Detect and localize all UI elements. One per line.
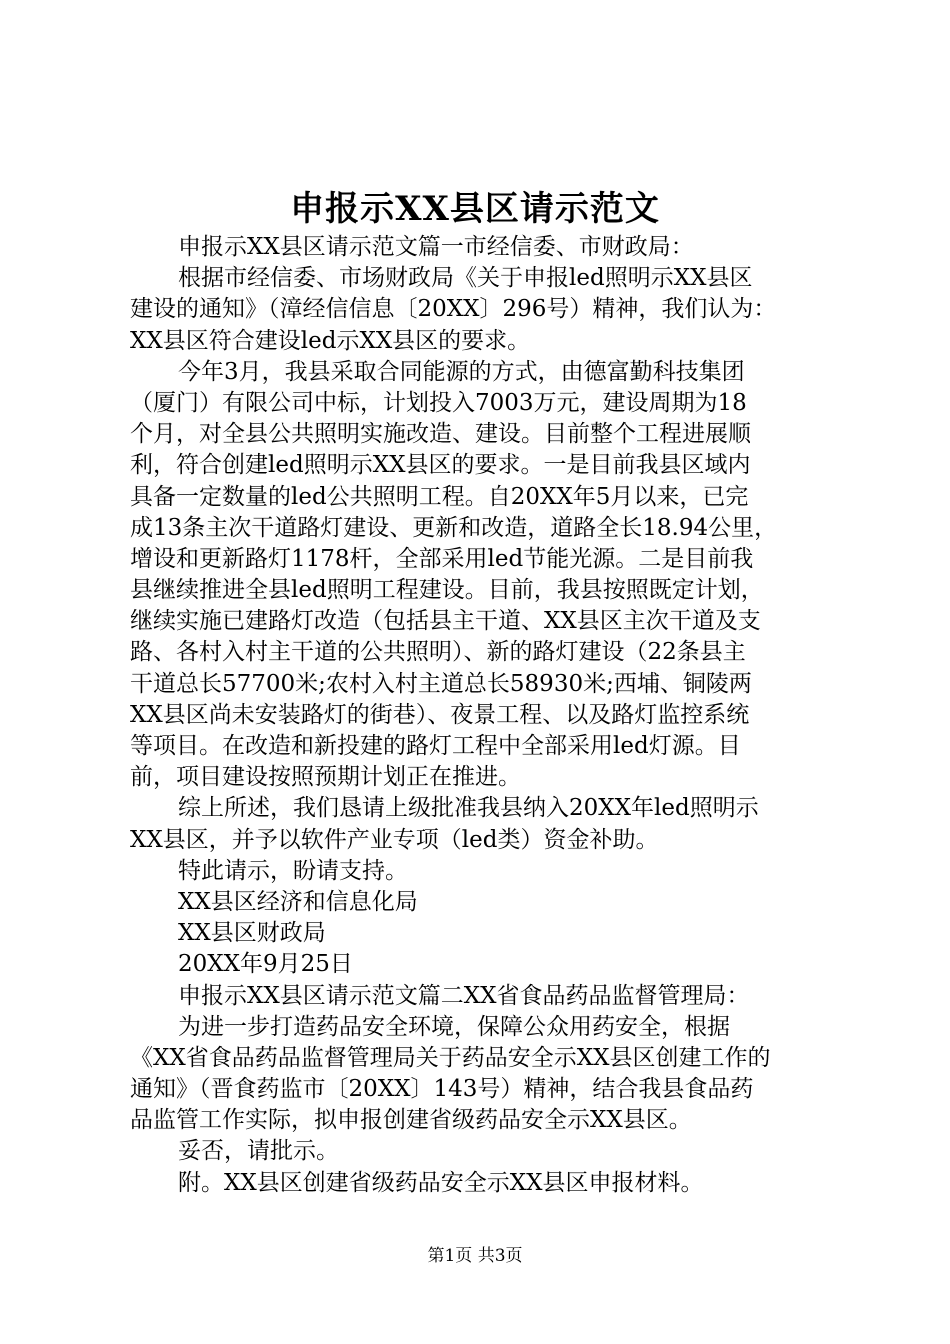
body-line: 妥否，请批示。 — [178, 1138, 339, 1165]
signature-org-line: XX县区财政局 — [178, 920, 326, 947]
body-line: 为进一步打造药品安全环境，保障公众用药安全，根据 — [178, 1013, 730, 1040]
body-line: 建设的通知》（漳经信信息〔20XX〕296号）精神，我们认为： — [130, 296, 777, 323]
body-line: 具备一定数量的led公共照明工程。自20XX年5月以来，已完 — [130, 483, 749, 510]
body-line: 县继续推进全县led照明工程建设。目前，我县按照既定计划， — [130, 577, 764, 604]
body-line: XX县区尚未安装路灯的街巷）、夜景工程、以及路灯监控系统 — [130, 701, 750, 728]
body-line: 特此请示，盼请支持。 — [178, 857, 408, 884]
body-line: 附。XX县区创建省级药品安全示XX县区申报材料。 — [178, 1169, 704, 1196]
body-line: 等项目。在改造和新投建的路灯工程中全部采用led灯源。目 — [130, 733, 741, 759]
document-body — [130, 232, 830, 1199]
body-line: XX县区符合建设led示XX县区的要求。 — [130, 327, 531, 354]
body-line: XX县区，并予以软件产业专项（led类）资金补助。 — [130, 826, 659, 853]
body-line: 品监管工作实际，拟申报创建省级药品安全示XX县区。 — [130, 1107, 692, 1134]
document-title: 申报示XX县区请示范文 — [290, 189, 660, 229]
body-line: 今年3月，我县采取合同能源的方式，由德富勤科技集团 — [178, 358, 745, 385]
body-line: 继续实施已建路灯改造（包括县主干道、XX县区主次干道及支 — [130, 608, 761, 635]
body-line: 综上所述，我们恳请上级批准我县纳入20XX年led照明示 — [178, 795, 759, 822]
body-line: 通知》（晋食药监市〔20XX〕143号）精神，结合我县食品药 — [130, 1076, 754, 1103]
body-line: 前，项目建设按照预期计划正在推进。 — [130, 764, 521, 791]
signature-date-line: 20XX年9月25日 — [178, 951, 353, 978]
body-line: 《XX省食品药品监督管理局关于药品安全示XX县区创建工作的 — [130, 1044, 771, 1071]
body-line: 根据市经信委、市场财政局《关于申报led照明示XX县区 — [178, 265, 753, 292]
body-line: 成13条主次干道路灯建设、更新和改造，道路全长18.94公里， — [130, 514, 778, 541]
body-line: 增设和更新路灯1178杆，全部采用led节能光源。二是目前我 — [130, 545, 754, 572]
body-line: 申报示XX县区请示范文篇二XX省食品药品监督管理局： — [178, 982, 750, 1009]
body-line: （厦门）有限公司中标，计划投入7003万元，建设周期为18 — [130, 389, 747, 416]
body-line: 干道总长57700米;农村入村主道总长58930米;西埔、铜陵两 — [130, 670, 752, 697]
body-line: 利，符合创建led照明示XX县区的要求。一是目前我县区域内 — [130, 452, 751, 479]
body-line: 个月，对全县公共照明实施改造、建设。目前整个工程进展顺 — [130, 421, 751, 448]
signature-org-line: XX县区经济和信息化局 — [178, 888, 418, 915]
page-footer: 第1页 共3页 — [427, 1246, 523, 1266]
body-line: 申报示XX县区请示范文篇一市经信委、市财政局： — [178, 234, 694, 260]
body-line: 路、各村入村主干道的公共照明）、新的路灯建设（22条县主 — [130, 639, 746, 666]
